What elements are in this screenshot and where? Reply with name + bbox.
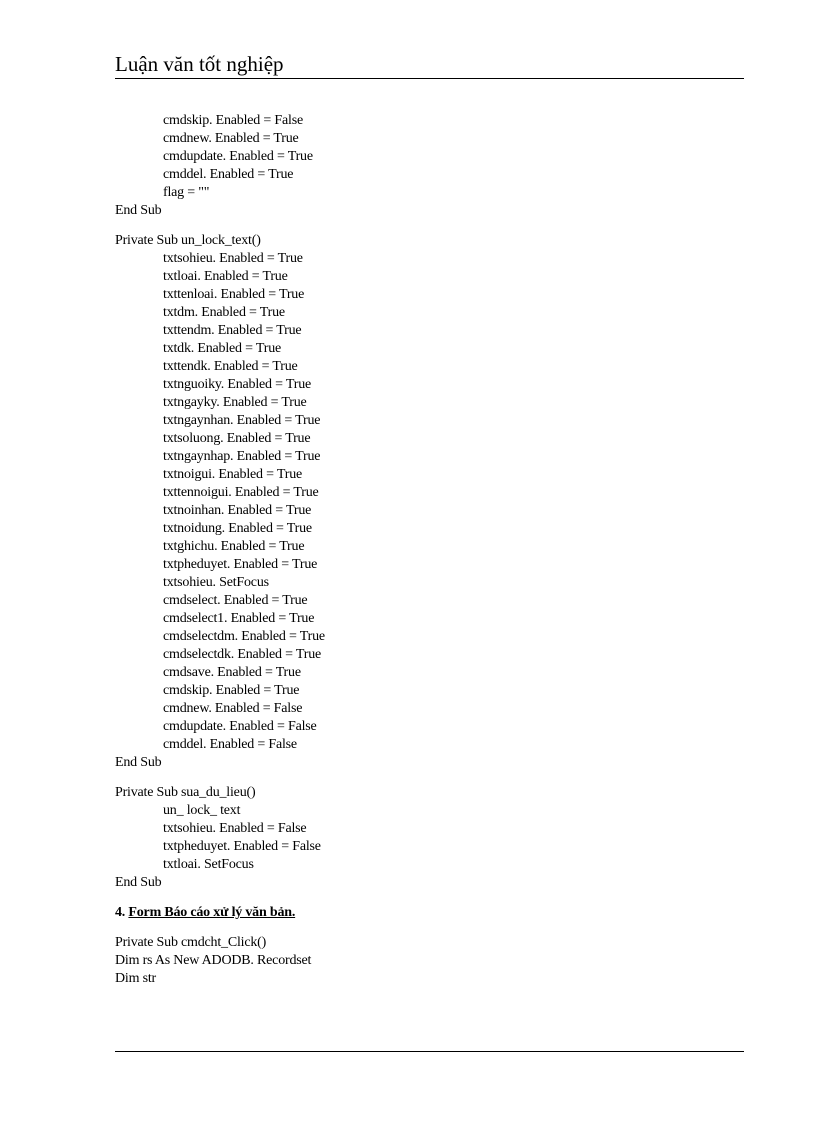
code-line: txttendk. Enabled = True <box>163 359 298 374</box>
code-tail <box>115 934 745 988</box>
code-line: txttenloai. Enabled = True <box>163 287 305 302</box>
code-line: txtnoinhan. Enabled = True <box>163 503 312 518</box>
code-line: End Sub <box>115 875 162 890</box>
code-block <box>115 112 745 220</box>
code-line: txtsohieu. Enabled = True <box>163 251 303 266</box>
code-line: un_ lock_ text <box>163 803 241 818</box>
code-line: Private Sub sua_du_lieu() <box>115 785 256 800</box>
code-line: cmdselectdk. Enabled = True <box>163 647 322 662</box>
code-line: txtngayky. Enabled = True <box>163 395 307 410</box>
page-header-title: Luận văn tốt nghiệp <box>115 52 284 76</box>
section-title: Form Báo cáo xử lý văn bản. <box>128 905 296 920</box>
code-line: txtdm. Enabled = True <box>163 305 285 320</box>
code-line: txtloai. SetFocus <box>163 857 254 872</box>
code-line: cmdupdate. Enabled = False <box>163 719 317 734</box>
code-line: Private Sub cmdcht_Click() <box>115 935 267 950</box>
code-line: txttendm. Enabled = True <box>163 323 302 338</box>
section-number: 4. <box>115 905 129 920</box>
code-line: txtloai. Enabled = True <box>163 269 288 284</box>
code-line: txtsohieu. Enabled = False <box>163 821 307 836</box>
code-line: txtnguoiky. Enabled = True <box>163 377 312 392</box>
code-line: cmdselect. Enabled = True <box>163 593 308 608</box>
code-line: cmdupdate. Enabled = True <box>163 149 313 164</box>
code-line: txtngaynhap. Enabled = True <box>163 449 321 464</box>
code-blocks <box>115 112 745 892</box>
code-block <box>115 232 745 772</box>
section-heading <box>115 904 745 922</box>
code-line: flag = "" <box>163 185 210 200</box>
code-line: cmdselectdm. Enabled = True <box>163 629 325 644</box>
code-line: txtpheduyet. Enabled = True <box>163 557 318 572</box>
code-line: cmdnew. Enabled = True <box>163 131 299 146</box>
code-line: txttennoigui. Enabled = True <box>163 485 319 500</box>
code-line: Dim rs As New ADODB. Recordset <box>115 953 312 968</box>
code-line: cmdnew. Enabled = False <box>163 701 303 716</box>
code-line: txtpheduyet. Enabled = False <box>163 839 321 854</box>
code-line: End Sub <box>115 203 162 218</box>
code-line: txtghichu. Enabled = True <box>163 539 305 554</box>
code-line: cmdskip. Enabled = False <box>163 113 303 128</box>
code-line: txtnoigui. Enabled = True <box>163 467 303 482</box>
code-block <box>115 784 745 892</box>
code-line: Dim str <box>115 971 156 986</box>
code-line: cmdskip. Enabled = True <box>163 683 300 698</box>
code-listing <box>115 112 745 988</box>
code-line: Private Sub un_lock_text() <box>115 233 261 248</box>
code-line: txtngaynhan. Enabled = True <box>163 413 321 428</box>
code-line: End Sub <box>115 755 162 770</box>
code-line: cmdsave. Enabled = True <box>163 665 301 680</box>
code-line: cmddel. Enabled = True <box>163 167 294 182</box>
footer-divider <box>115 1051 744 1052</box>
code-line: cmdselect1. Enabled = True <box>163 611 315 626</box>
code-line: txtsohieu. SetFocus <box>163 575 269 590</box>
code-line: txtnoidung. Enabled = True <box>163 521 312 536</box>
header-divider <box>115 78 744 79</box>
code-line: cmddel. Enabled = False <box>163 737 297 752</box>
code-line: txtsoluong. Enabled = True <box>163 431 311 446</box>
code-line: txtdk. Enabled = True <box>163 341 282 356</box>
